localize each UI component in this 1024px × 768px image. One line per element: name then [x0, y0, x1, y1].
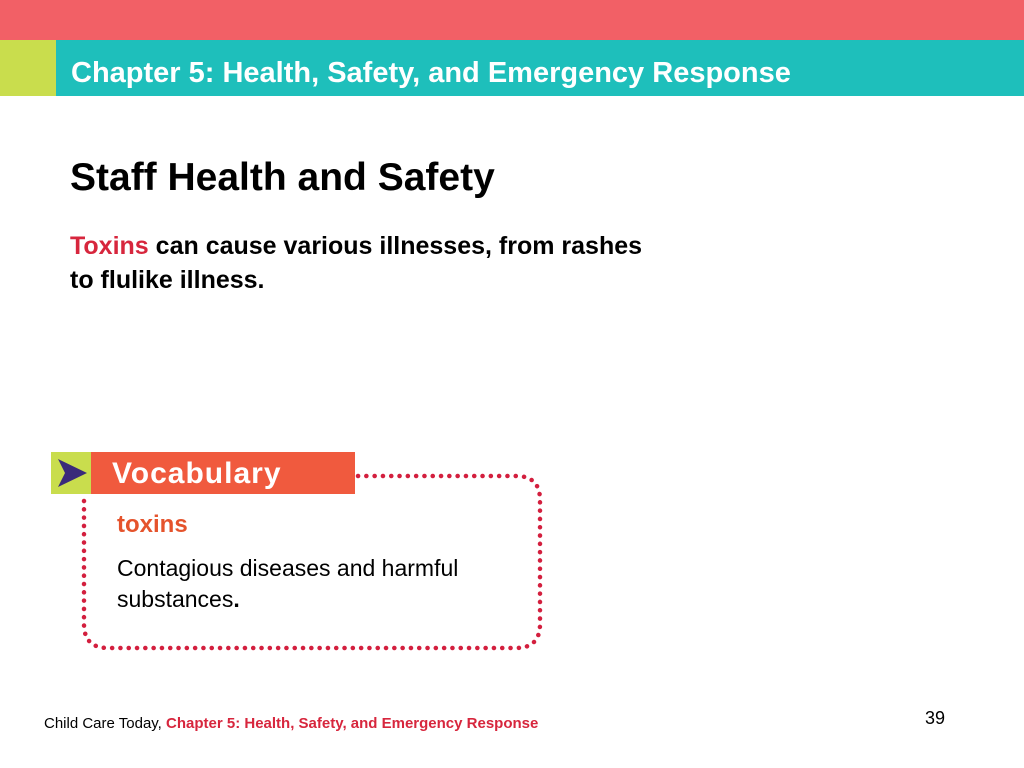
vocabulary-label: Vocabulary — [112, 457, 282, 490]
definition-text: Contagious diseases and harmful substances — [117, 555, 459, 612]
chapter-title: Chapter 5: Health, Safety, and Emergency Response — [71, 57, 791, 89]
arrow-right-icon — [51, 452, 91, 494]
footer-chapter: Chapter 5: Health, Safety, and Emergency Response — [166, 715, 539, 732]
page-number: 39 — [924, 708, 945, 728]
footer-book: Child Care Today, — [44, 715, 167, 732]
vocabulary-arrow-box — [51, 452, 91, 494]
footer — [44, 713, 538, 735]
vocabulary-term: toxins — [117, 511, 188, 538]
body-term: Toxins — [70, 232, 149, 260]
body-rest: can cause various illnesses, from rashes to flulike illness. — [70, 232, 643, 294]
slide-heading: Staff Health and Safety — [70, 156, 495, 199]
vocabulary-definition — [117, 553, 517, 615]
definition-period: . — [233, 586, 240, 612]
